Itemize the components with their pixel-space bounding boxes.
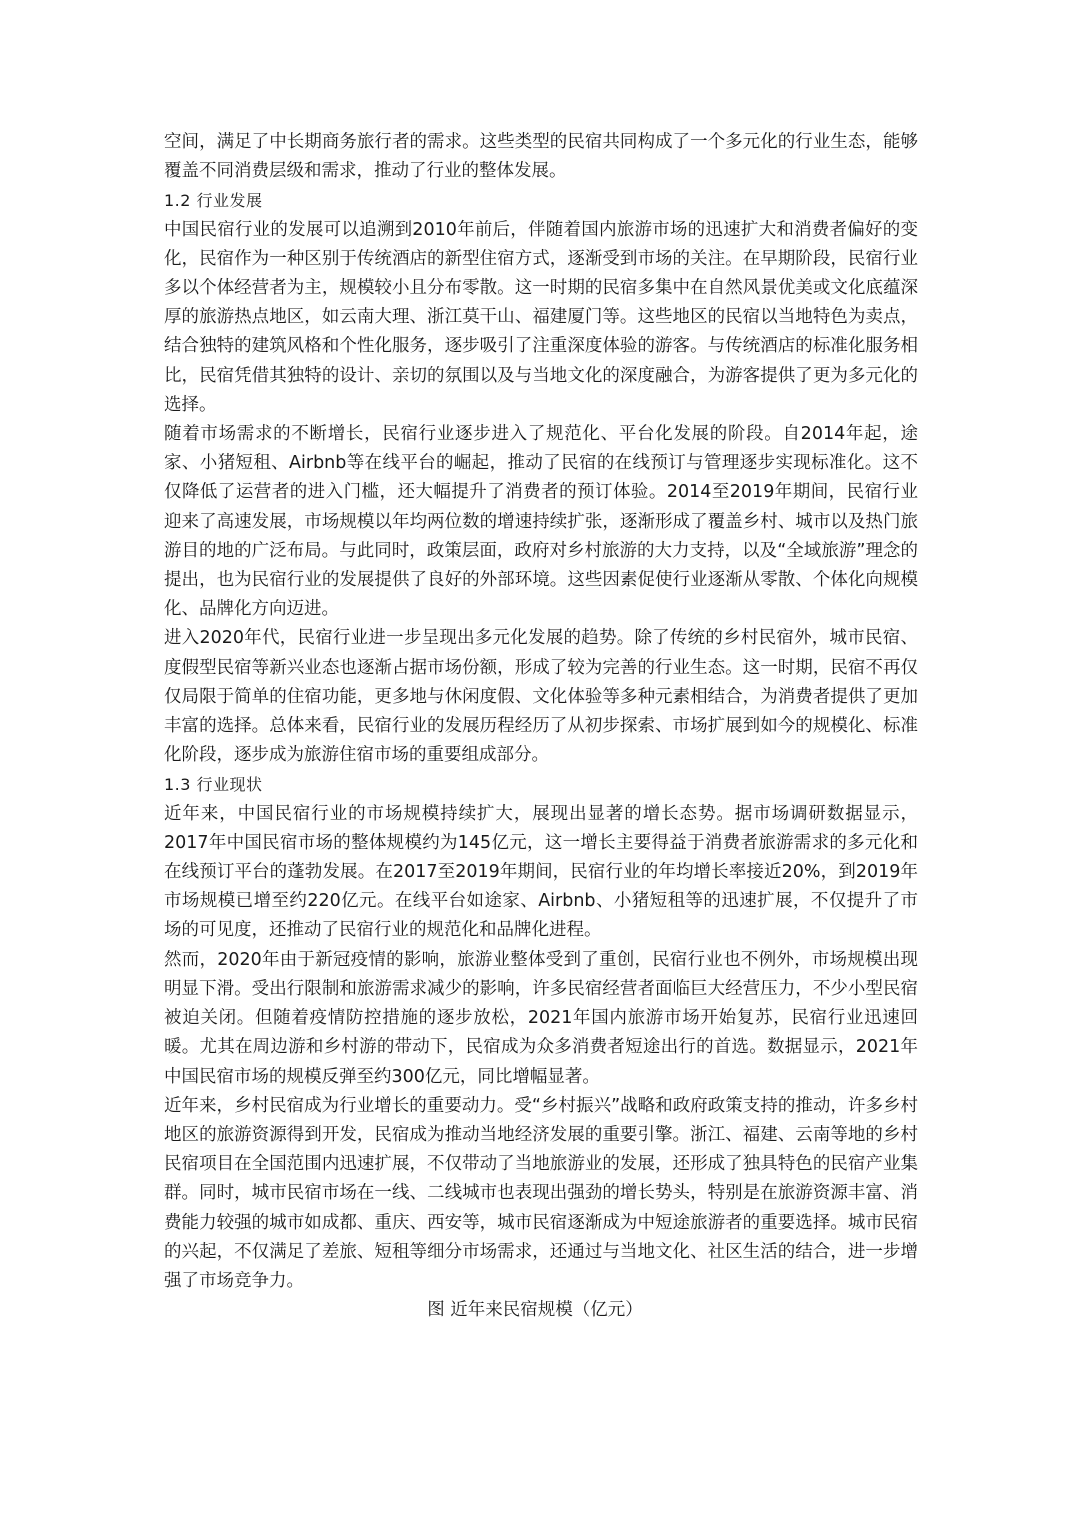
paragraph: 近年来，乡村民宿成为行业增长的重要动力。受“乡村振兴”战略和政府政策支持的推动，许多乡村地区的旅游资源得到开发，民宿成为推动当地经济发展的重要引擎。浙江、福建、云南等地的乡村民宿项目在全国范围内迅速扩展，不仅带动了当地旅游业的发展，还形成了独具特色的民宿产业集群。同时，城市民宿市场在一线、二线城市也表现出强劲的增长势头，特别是在旅游资源丰富、消费能力较强的城市如成都、重庆、西安等，城市民宿逐渐成为中短途旅游者的重要选择。城市民宿的兴起，不仅满足了差旅、短租等细分市场需求，还通过与当地文化、社区生活的结合，进一步增强了市场竞争力。 [164,1095,918,1291]
paragraph: 进入2020年代，民宿行业进一步呈现出多元化发展的趋势。除了传统的乡村民宿外，城市民宿、度假型民宿等新兴业态也逐渐占据市场份额，形成了较为完善的行业生态。这一时期，民宿不再仅仅局限于简单的住宿功能，更多地与休闲度假、文化体验等多种元素相结合，为消费者提供了更加丰富的选择。总体来看，民宿行业的发展历程经历了从初步探索、市场扩展到如今的规模化、标准化阶段，逐步成为旅游住宿市场的重要组成部分。 [164,628,918,766]
paragraph: 中国民宿行业的发展可以追溯到2010年前后，伴随着国内旅游市场的迅速扩大和消费者偏好的变化，民宿作为一种区别于传统酒店的新型住宿方式，逐渐受到市场的关注。在早期阶段，民宿行业多以个体经营者为主，规模较小且分布零散。这一时期的民宿多集中在自然风景优美或文化底蕴深厚的旅游热点地区，如云南大理、浙江莫干山、福建厦门等。这些地区的民宿以当地特色为卖点，结合独特的建筑风格和个性化服务，逐步吸引了注重深度体验的游客。与传统酒店的标准化服务相比，民宿凭借其独特的设计、亲切的氛围以及与当地文化的深度融合，为游客提供了更为多元化的选择。 [164,219,918,415]
section-heading-1-3: 1.3 行业现状 [164,775,263,795]
paragraph: 随着市场需求的不断增长，民宿行业逐步进入了规范化、平台化发展的阶段。自2014年起，途家、小猪短租、Airbnb等在线平台的崛起，推动了民宿的在线预订与管理逐步实现标准化。这不仅降低了运营者的进入门槛，还大幅提升了消费者的预订体验。2014至2019年期间，民宿行业迎来了高速发展，市场规模以年均两位数的增速持续扩张，逐渐形成了覆盖乡村、城市以及热门旅游目的地的广泛布局。与此同时，政策层面，政府对乡村旅游的大力支持，以及“全域旅游”理念的提出，也为民宿行业的发展提供了良好的外部环境。这些因素促使行业逐渐从零散、个体化向规模化、品牌化方向迈进。 [164,424,918,620]
paragraph: 近年来，中国民宿行业的市场规模持续扩大，展现出显著的增长态势。据市场调研数据显示，2017年中国民宿市场的整体规模约为145亿元，这一增长主要得益于消费者旅游需求的多元化和在线预订平台的蓬勃发展。在2017至2019年期间，民宿行业的年均增长率接近20%，到2019年市场规模已增至约220亿元。在线平台如途家、Airbnb、小猪短租等的迅速扩展，不仅提升了市场的可见度，还推动了民宿行业的规范化和品牌化进程。 [164,803,918,941]
figure-caption: 图 近年来民宿规模（亿元） [427,1300,643,1321]
section-heading-1-2: 1.2 行业发展 [164,191,263,211]
document-page [164,128,918,1325]
paragraph: 然而，2020年由于新冠疫情的影响，旅游业整体受到了重创，民宿行业也不例外，市场规模出现明显下滑。受出行限制和旅游需求减少的影响，许多民宿经营者面临巨大经营压力，不少小型民宿被迫关闭。但随着疫情防控措施的逐步放松，2021年国内旅游市场开始复苏，民宿行业迅速回暖。尤其在周边游和乡村游的带动下，民宿成为众多消费者短途出行的首选。数据显示，2021年中国民宿市场的规模反弹至约300亿元，同比增幅显著。 [164,949,918,1087]
intro-paragraph: 空间，满足了中长期商务旅行者的需求。这些类型的民宿共同构成了一个多元化的行业生态，能够覆盖不同消费层级和需求，推动了行业的整体发展。 [164,132,918,182]
